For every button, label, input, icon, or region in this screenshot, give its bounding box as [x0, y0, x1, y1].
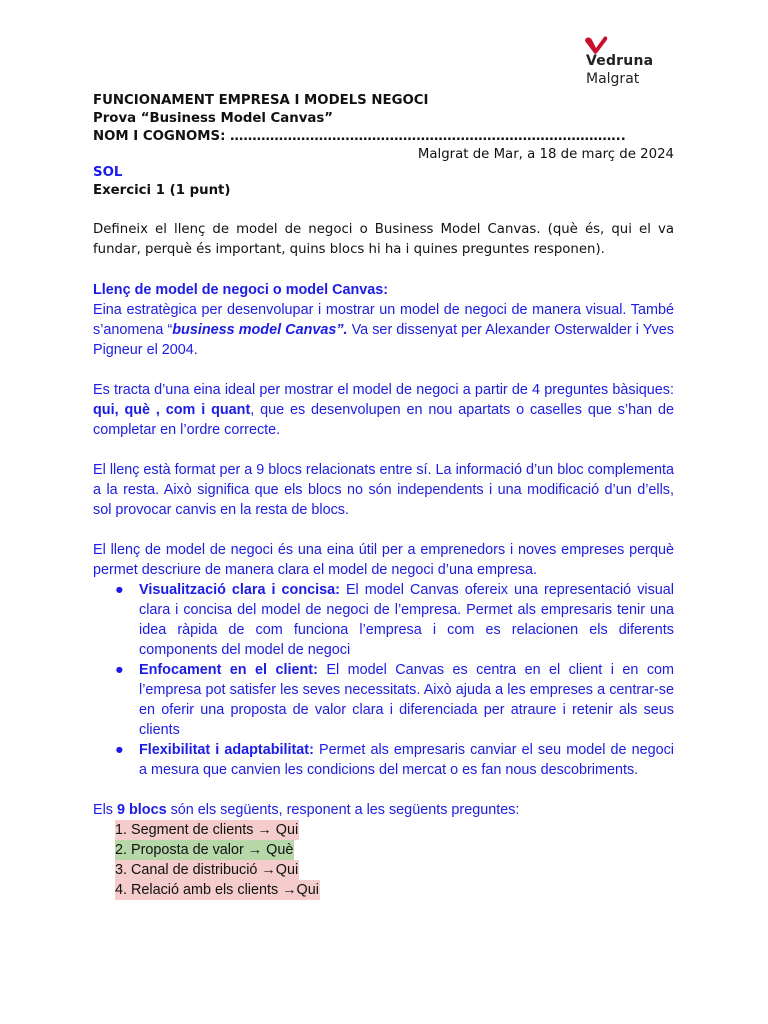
heart-check-icon	[584, 36, 608, 54]
solution-label: SOL	[93, 165, 123, 180]
answer-heading: Llenç de model de negoci o model Canvas:	[93, 282, 389, 298]
logo-brand: Vedruna	[586, 53, 654, 69]
name-field: NOM I COGNOMS: ……………………………………………………………………………..	[93, 129, 626, 144]
answer-paragraph-1: Eina estratègica per desenvolupar i mostrar un model de negoci de manera visual. També s’anomena “business model Canvas”. Va ser dissenyat per Alexander Osterwalder i Yves Pigneur el 2004.	[93, 302, 674, 358]
exam-date: Malgrat de Mar, a 18 de març de 2024	[417, 147, 674, 162]
list-item: ● Enfocament en el client: El model Canvas es centra en el client i en com l’empresa pot satisfer les seves necessitats. Això ajuda a les empreses a centrar-se en oferir una proposta de valor clara i diferenciada per atraure i retenir als seus clients	[115, 662, 675, 738]
list-item: 4. Relació amb els clients →Qui	[115, 882, 319, 898]
bullet-icon: ●	[115, 742, 124, 758]
answer-block	[93, 280, 674, 900]
exercise-title: Exercici 1 (1 punt)	[93, 183, 231, 198]
bullet-icon: ●	[115, 662, 124, 678]
emphasis-business-model-canvas: business model Canvas”.	[172, 322, 348, 338]
blocks-list	[93, 820, 674, 900]
answer-paragraph-3: El llenç està format per a 9 blocs relacionats entre sí. La informació d’un bloc complementa a la resta. Això significa que els blocs no són independents i una modificació d’un d’ells, sol provocar canvis en la resta de blocs.	[93, 462, 674, 518]
list-item: 3. Canal de distribució →Qui	[115, 862, 299, 878]
list-item: 1. Segment de clients → Qui	[115, 822, 299, 838]
logo-place: Malgrat	[586, 71, 640, 87]
blocks-intro: Els 9 blocs són els següents, responent a les següents preguntes:	[93, 802, 520, 818]
emphasis-questions: qui, què , com i quant	[93, 402, 251, 418]
benefits-list	[93, 580, 674, 780]
list-item: ● Visualització clara i concisa: El model Canvas ofereix una representació visual clara i concisa del model de negoci de l’empresa. Permet als empresaris tenir una idea ràpida de com funciona l’empresa i com es relacionen els diferents components del model de negoci	[115, 582, 674, 658]
vedruna-logo	[584, 36, 654, 87]
answer-paragraph-2: Es tracta d’una eina ideal per mostrar el model de negoci a partir de 4 preguntes bàsiques: qui, què , com i quant, que es desenvolupen en nou apartats o caselles que s’han de completar en l’ordre correcte.	[93, 382, 675, 438]
course-title: FUNCIONAMENT EMPRESA I MODELS NEGOCI	[93, 93, 429, 108]
list-item: ● Flexibilitat i adaptabilitat: Permet als empresaris canviar el seu model de negoci a mesura que canvien les condicions del mercat o es fan nous descobriments.	[115, 742, 674, 778]
exam-title: Prova “Business Model Canvas”	[93, 111, 334, 126]
answer-paragraph-4: El llenç de model de negoci és una eina útil per a emprenedors i noves empreses perquè permet descriure de manera clara el model de negoci d’una empresa.	[93, 542, 674, 578]
list-item: 2. Proposta de valor → Què	[115, 842, 294, 858]
document-page	[93, 92, 674, 900]
bullet-icon: ●	[115, 582, 124, 598]
question-text: Defineix el llenç de model de negoci o Business Model Canvas. (què és, qui el va fundar, perquè és important, quins blocs hi ha i quines preguntes responen).	[93, 222, 674, 257]
